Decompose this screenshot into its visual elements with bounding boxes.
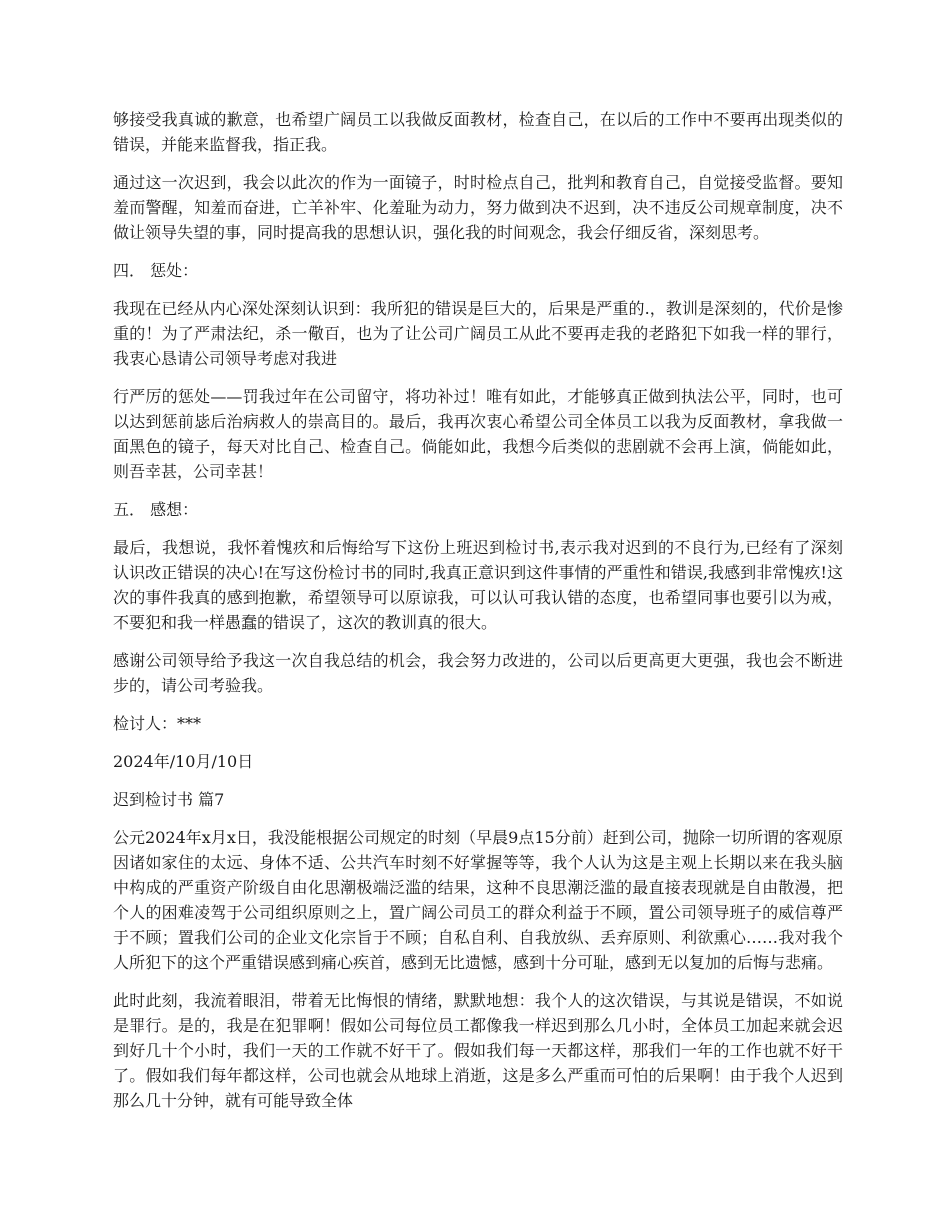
section-heading-reflection: 五． 感想： bbox=[113, 500, 199, 519]
date-line: 2024年/10月/10日 bbox=[113, 752, 254, 771]
section-heading-punishment: 四． 惩处： bbox=[113, 261, 199, 280]
paragraph-punishment-request: 我现在已经从内心深处深刻认识到：我所犯的错误是巨大的，后果是严重的.，教训是深刻的，代价是惨重的！为了严肃法纪，杀一儆百，也为了让公司广阔员工从此不要再走我的老路犯下如我一样的罪行，我衷心恳请公司领导考虑对我进 bbox=[113, 299, 843, 368]
paragraph-thanks: 感谢公司领导给予我这一次自我总结的机会，我会努力改进的，公司以后更高更大更强，我也会不断进步的，请公司考验我。 bbox=[113, 651, 843, 695]
paragraph-final-thoughts: 最后，我想说，我怀着愧疚和后悔给写下这份上班迟到检讨书,表示我对迟到的不良行为,已经有了深刻认识改正错误的决心!在写这份检讨书的同时,我真正意识到这件事情的严重性和错误,我感到非常愧疚!这次的事件我真的感到抱歉，希望领导可以原谅我，可以认可我认错的态度，也希望同事也要引以为戒，不要犯和我一样愚蠢的错误了，这次的教训真的很大。 bbox=[113, 538, 843, 632]
paragraph-late-arrival-cause: 公元2024年x月x日，我没能根据公司规定的时刻（早晨9点15分前）赶到公司，抛除一切所谓的客观原因诸如家住的太远、身体不适、公共汽车时刻不好掌握等等，我个人认为这是主观上长期以来在我头脑中构成的严重资产阶级自由化思潮极端泛滥的结果，这种不良思潮泛滥的最直接表现就是自由散漫，把个人的困难凌驾于公司组织原则之上，置广阔公司员工的群众利益于不顾，置公司领导班子的威信尊严于不顾；置我们公司的企业文化宗旨于不顾；自私自利、自我放纵、丢弃原则、利欲熏心……我对我个人所犯下的这个严重错误感到痛心疾首，感到无比遗憾，感到十分可耻，感到无以复加的后悔与悲痛。 bbox=[113, 828, 843, 972]
paragraph-punishment-detail: 行严厉的惩处——罚我过年在公司留守，将功补过！唯有如此，才能够真正做到执法公平，同时，也可以达到惩前毖后治病救人的崇高目的。最后，我再次衷心希望公司全体员工以我为反面教材，拿我做一面黑色的镜子，每天对比自己、检查自己。倘能如此，我想今后类似的悲剧就不会再上演，倘能如此，则吾幸甚，公司幸甚！ bbox=[113, 387, 843, 481]
paragraph-remorse: 此时此刻，我流着眼泪，带着无比悔恨的情绪，默默地想：我个人的这次错误，与其说是错误，不如说是罪行。是的，我是在犯罪啊！假如公司每位员工都像我一样迟到那么几小时，全体员工加起来就会迟到好几十个小时，我们一天的工作就不好干了。假如我们每一天都这样，那我们一年的工作也就不好干了。假如我们每年都这样，公司也就会从地球上消逝，这是多么严重而可怕的后果啊！由于我个人迟到那么几十分钟，就有可能导致全体 bbox=[113, 991, 843, 1110]
paragraph-apology-continued: 够接受我真诚的歉意，也希望广阔员工以我做反面教材，检查自己，在以后的工作中不要再出现类似的错误，并能来监督我，指正我。 bbox=[113, 110, 843, 154]
signature-line: 检讨人：*** bbox=[113, 714, 202, 733]
article-title: 迟到检讨书 篇7 bbox=[113, 790, 225, 809]
document-body bbox=[113, 107, 843, 1126]
paragraph-mirror-reflection: 通过这一次迟到，我会以此次的作为一面镜子，时时检点自己，批判和教育自己，自觉接受监督。要知羞而警醒，知羞而奋进，亡羊补牢、化羞耻为动力，努力做到决不迟到，决不违反公司规章制度，决不做让领导失望的事，同时提高我的思想认识，强化我的时间观念，我会仔细反省，深刻思考。 bbox=[113, 173, 843, 242]
